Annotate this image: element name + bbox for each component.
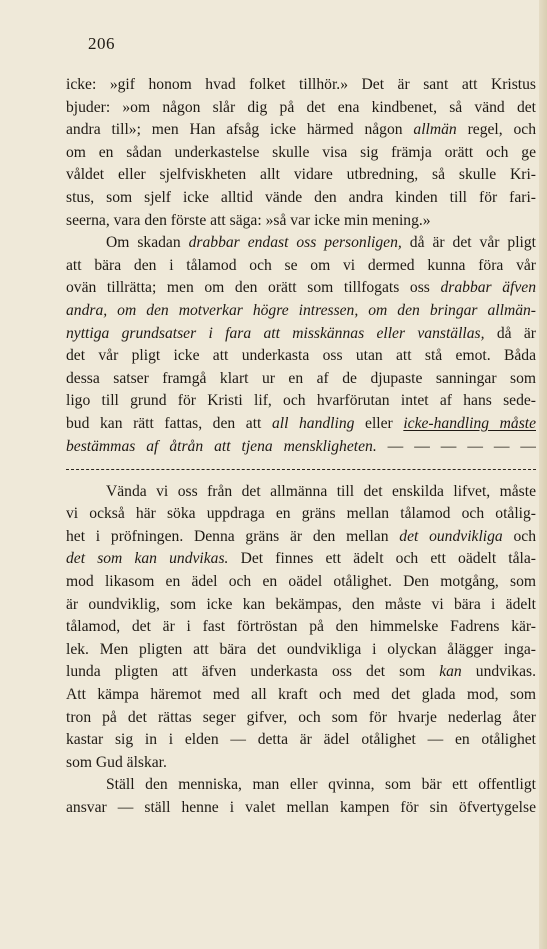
text-line xyxy=(66,729,536,752)
emphasized-text: kan xyxy=(439,663,462,681)
text-segment: bud kan rätt fattas, den att xyxy=(66,414,272,432)
text-segment: kastar sig in i elden — detta är ädel otålighet — en otålighet xyxy=(66,731,536,749)
text-segment: ansvar — ställ henne i valet mellan kampen för sin öfvertygelse xyxy=(66,799,536,816)
text-segment: det vår pligt icke att underkasta oss utan att stå emot. Båda xyxy=(66,347,536,365)
text-segment: icke: »gif honom hvad folket tillhör.» Det är sant att Kristus xyxy=(66,76,536,93)
text-line xyxy=(66,661,536,684)
text-line xyxy=(66,526,536,549)
text-segment: Att kämpa häremot med all kraft och med det glada mod, som xyxy=(66,686,536,704)
body-text xyxy=(66,74,536,820)
text-segment: stus, som sjelf icke alltid vände den andra kinden till för fari- xyxy=(66,188,536,206)
text-line xyxy=(66,594,536,617)
text-line xyxy=(66,797,536,820)
text-line xyxy=(66,503,536,526)
text-segment: då är det vår pligt xyxy=(401,234,536,252)
emphasized-text: icke-handling måste xyxy=(403,414,536,432)
text-segment: Ställ den menniska, man eller qvinna, som bär ett offentligt xyxy=(106,776,536,794)
text-line xyxy=(66,164,536,187)
text-segment: som Gud älskar. xyxy=(66,753,167,771)
text-segment: ovän tillrätta; men om den orätt som tillfogats oss xyxy=(66,279,441,297)
text-segment: våldet eller sjelfviskheten allt vidare utbredning, så skulle Kri- xyxy=(66,166,536,184)
text-segment: ligo till grund för Kristi lif, och hvarförutan intet af hans sede- xyxy=(66,392,536,410)
text-segment: om en sådan underkastelse skulle visa sig främja orätt och ge xyxy=(66,143,536,161)
text-line xyxy=(66,368,536,391)
text-line xyxy=(66,323,536,346)
dashed-rule xyxy=(66,469,536,470)
text-line xyxy=(66,187,536,210)
text-line xyxy=(66,142,536,165)
section-separator xyxy=(66,458,536,481)
text-segment: är oundviklig, som icke kan bekämpas, den måste vi bära i ädelt xyxy=(66,595,536,613)
emphasized-text: drabbar endast oss personligen, xyxy=(188,234,402,252)
text-line xyxy=(66,97,536,120)
text-segment: het i pröfningen. Denna gräns är den mellan xyxy=(66,527,400,545)
emphasized-text: bestämmas af åtrån att tjena menskligheten. xyxy=(66,437,377,455)
emphasized-text: det oundvikliga xyxy=(399,527,503,545)
emphasized-text: drabbar äfven xyxy=(440,279,536,297)
text-segment: bjuder: »om någon slår dig på det ena kindbenet, så vänd det xyxy=(66,98,536,116)
text-segment: vi också här söka uppdraga en gräns mellan tålamod och otålig- xyxy=(66,505,536,523)
text-segment: lunda pligten att äfven underkasta oss det som xyxy=(66,663,440,681)
text-line xyxy=(66,119,536,142)
text-line xyxy=(66,616,536,639)
text-segment: och xyxy=(502,527,536,545)
text-segment: seerna, vara den förste att säga: »så var icke min mening.» xyxy=(66,211,431,229)
text-segment: tålamod, det är i fast förtröstan på den himmelske Fadrens kär- xyxy=(66,618,536,636)
text-line xyxy=(66,639,536,662)
text-segment: andra till»; men Han afsåg icke härmed någon xyxy=(66,121,414,139)
emphasized-text: andra, om den motverkar högre intressen, om den bringar allmän- xyxy=(66,301,536,319)
text-line xyxy=(66,752,536,775)
text-line xyxy=(66,774,536,797)
text-segment: eller xyxy=(354,414,404,432)
text-segment: att bära den i tålamod och se om vi dermed kunna föra vår xyxy=(66,256,536,274)
text-line xyxy=(66,413,536,436)
page-number: 206 xyxy=(88,34,115,53)
page-edge xyxy=(539,0,547,949)
emphasized-text: all handling xyxy=(271,414,355,432)
text-line xyxy=(66,345,536,368)
text-segment: Det finnes ett ädelt och ett oädelt tåla- xyxy=(228,550,536,568)
text-line xyxy=(66,300,536,323)
emphasized-text: det som kan undvikas. xyxy=(66,550,229,568)
text-segment: tron på det rättas seger gifver, och som för hvarje nederlag åter xyxy=(66,708,536,726)
text-segment: undvikas. xyxy=(461,663,536,681)
text-line xyxy=(66,74,536,97)
emphasized-text: nyttiga grundsatser i fara att misskännas eller vanställas, xyxy=(66,324,485,342)
text-line xyxy=(66,436,536,459)
text-line xyxy=(66,548,536,571)
text-segment: mod likasom en ädel och en oädel otålighet. Den motgång, som xyxy=(66,573,536,591)
text-line xyxy=(66,232,536,255)
text-segment: regel, och xyxy=(456,121,536,139)
text-segment: Vända vi oss från det allmänna till det enskilda lifvet, måste xyxy=(106,482,536,500)
text-line xyxy=(66,255,536,278)
text-segment: lek. Men pligten att bära det oundvikliga i olyckan ålägger inga- xyxy=(66,640,536,658)
text-line xyxy=(66,684,536,707)
text-line xyxy=(66,571,536,594)
text-line xyxy=(66,481,536,504)
text-segment: Om skadan xyxy=(106,234,189,252)
text-segment: då är xyxy=(484,324,536,342)
text-line xyxy=(66,707,536,730)
text-segment: — — — — — — xyxy=(376,437,536,455)
emphasized-text: allmän xyxy=(413,121,457,139)
text-line xyxy=(66,277,536,300)
text-line xyxy=(66,210,536,233)
text-segment: dessa satser framgå klart ur en af de djupaste sanningar som xyxy=(66,369,536,387)
text-line xyxy=(66,390,536,413)
